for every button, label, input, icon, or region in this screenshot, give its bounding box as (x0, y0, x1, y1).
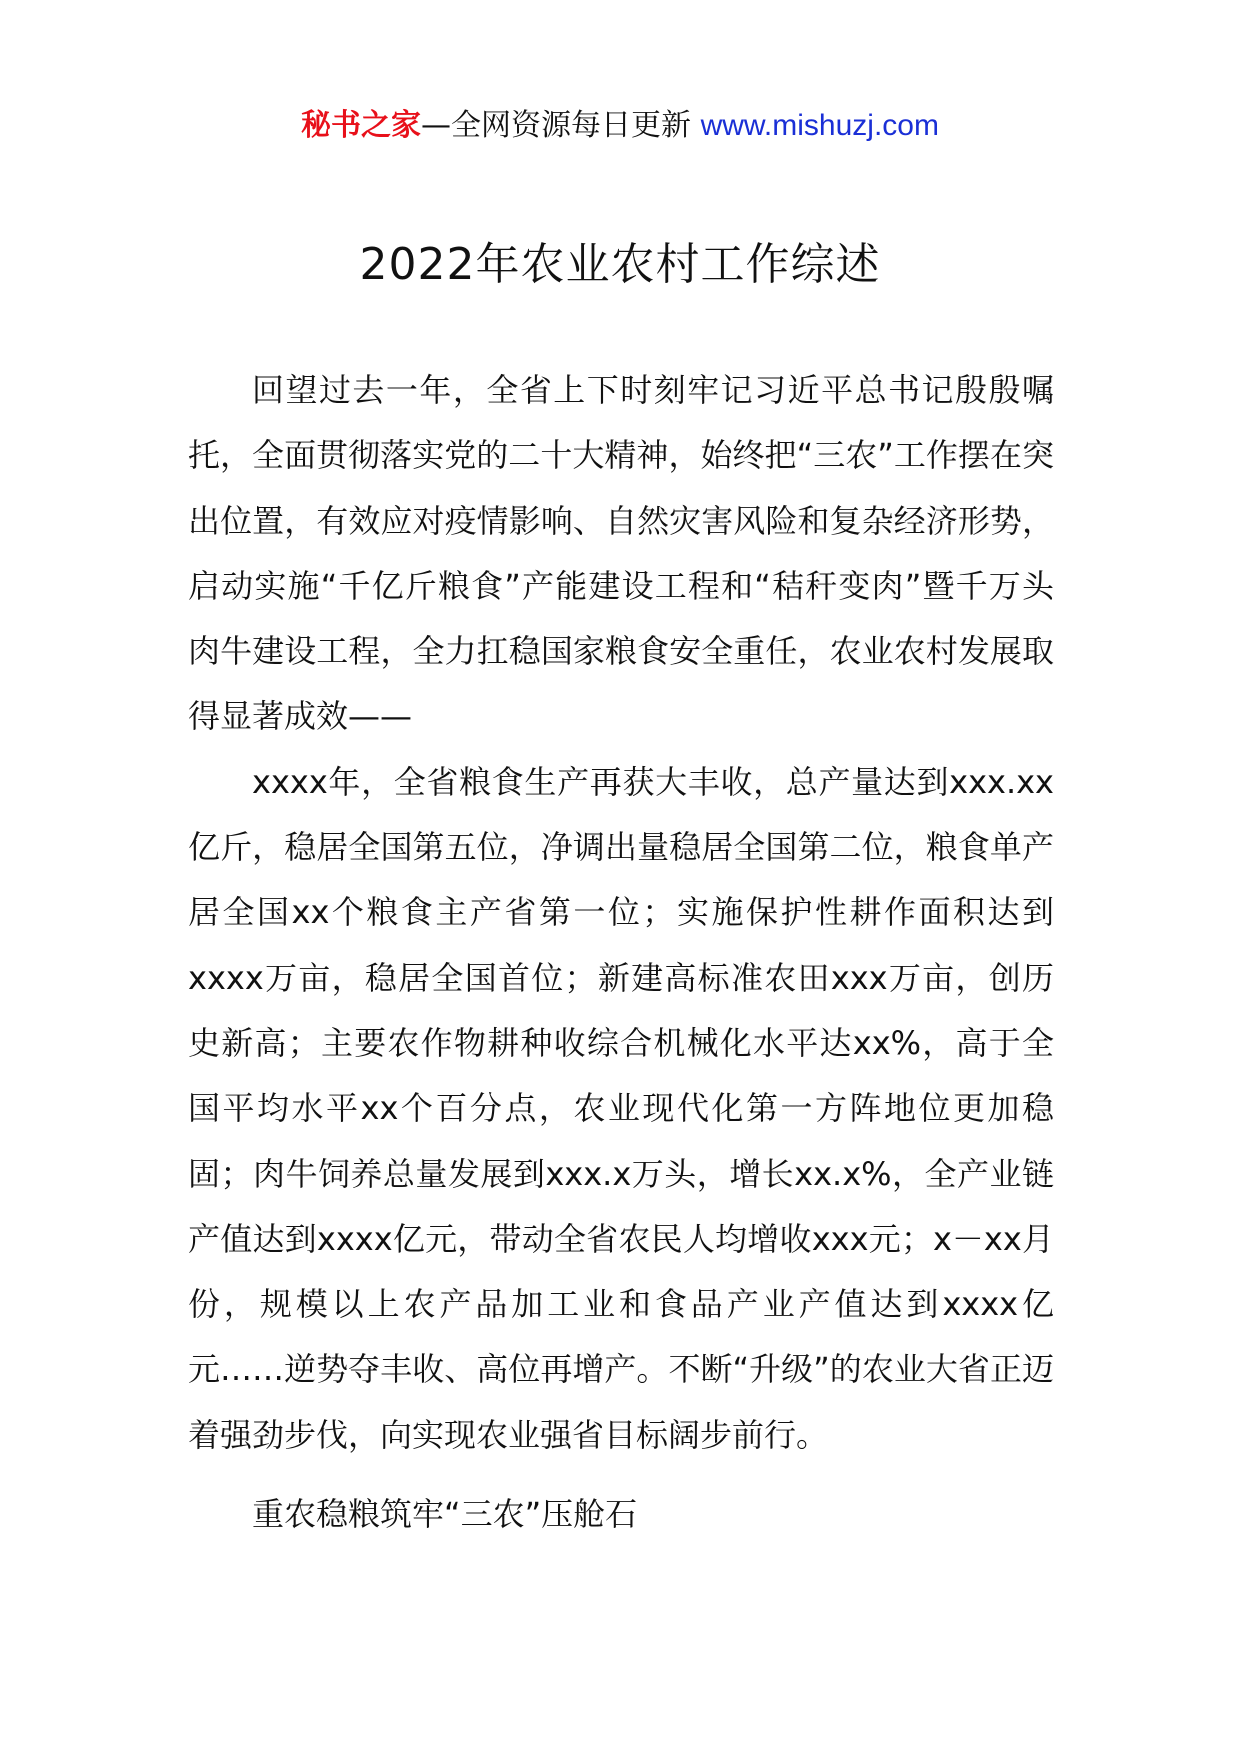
banner-tagline: —全网资源每日更新 (421, 108, 692, 143)
document-body (188, 358, 1054, 1547)
document-title: 2022年农业农村工作综述 (359, 239, 881, 290)
site-banner (0, 100, 1240, 144)
section-heading: 重农稳粮筑牢“三农”压舱石 (252, 1495, 638, 1534)
brand-name: 秘书之家 (301, 108, 422, 143)
intro-paragraph: 回望过去一年，全省上下时刻牢记习近平总书记殷殷嘱托，全面贯彻落实党的二十大精神，始终把“三农”工作摆在突出位置，有效应对疫情影响、自然灾害风险和复杂经济形势，启动实施“千亿斤粮食”产能建设工程和“秸秆变肉”暨千万头肉牛建设工程，全力扛稳国家粮食安全重任，农业农村发展取得显著成效—— (188, 371, 1054, 736)
site-url-link[interactable]: www.mishuzj.com (700, 109, 939, 142)
achievements-paragraph: xxxx年，全省粮食生产再获大丰收，总产量达到xxx.xx亿斤，稳居全国第五位，净调出量稳居全国第二位，粮食单产居全国xx个粮食主产省第一位；实施保护性耕作面积达到xxxx万亩，稳居全国首位；新建高标准农田xxx万亩，创历史新高；主要农作物耕种收综合机械化水平达xx%，高于全国平均水平xx个百分点，农业现代化第一方阵地位更加稳固；肉牛饲养总量发展到xxx.x万头，增长xx.x%，全产业链产值达到xxxx亿元，带动全省农民人均增收xxx元；x－xx月份，规模以上农产品加工业和食品产业产值达到xxxx亿元……逆势夺丰收、高位再增产。不断“升级”的农业大省正迈着强劲步伐，向实现农业强省目标阔步前行。 (188, 762, 1054, 1454)
